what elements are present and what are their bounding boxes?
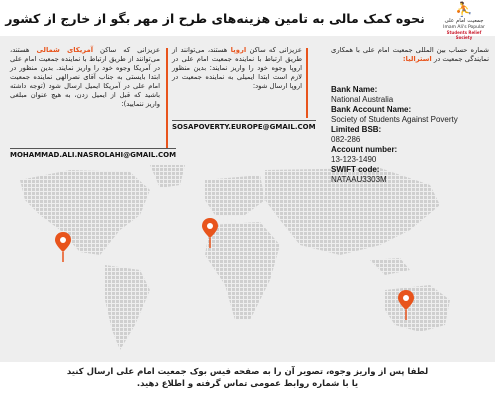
north-america-region: آمریکای شمالی <box>36 46 94 54</box>
header <box>0 0 495 40</box>
logo-subtitle-2: Students Relief Society <box>446 30 482 40</box>
europe-region: اروپا <box>230 46 247 54</box>
footer-line-1: لطفا پس از واریز وجوه، تصویر آن را به صفحه فیس بوک جمعیت امام علی ارسال کنید <box>66 367 429 377</box>
logo-subtitle: Imam Ali's Popular <box>443 25 485 30</box>
europe-body: هستند، می‌توانند از طریق ارتباط با نماینده جمعیت امام علی در اروپا وجوه خود را واریز نمایند: بدین منظور لازم است ابتدا ایمیلی به نماینده جمعیت در اروپا ارسال شود: <box>172 46 302 90</box>
account-name-label: Bank Account Name: <box>331 105 412 114</box>
bank-details <box>331 85 491 185</box>
north-america-body: هستند، می‌توانند از طریق ارتباط با نماینده جمعیت امام علی در آمریکا وجوه خود را واریز نمایند. بدین منظور در ابتدا بایستی به جناب آقای نصرالهی نماینده جمعیت امام علی در آمریکا ایمیل ارسال شود (توجه داشته باشید که قبل از ایمیل زدن، به هیچ عنوان مبلغی واریز ننمایید): <box>10 46 160 108</box>
swift-label: SWIFT code: <box>331 165 380 174</box>
north-america-intro: عزیزانی که ساکن <box>93 46 161 54</box>
bank-name-label: Bank Name: <box>331 85 378 94</box>
europe-pin-icon <box>202 218 218 248</box>
north-america-text <box>10 46 160 109</box>
europe-text <box>172 46 302 91</box>
page-title: نحوه کمک مالی به تامین هزینه‌های طرح از مهر بگو از خارج از کشور <box>5 10 425 26</box>
australia-region: استرالیا: <box>402 55 432 63</box>
footer-line-2: یا با شماره روابط عمومی تماس گرفته و اطلاع دهید. <box>136 379 359 389</box>
world-map <box>0 160 495 360</box>
australia-text <box>331 46 489 64</box>
logo <box>439 2 489 46</box>
swift-value: NATAAU3303M <box>331 175 387 184</box>
account-number-value: 13-123-1490 <box>331 155 377 164</box>
europe-divider <box>306 48 308 118</box>
bsb-value: 082-286 <box>331 135 361 144</box>
account-number-label: Account number: <box>331 145 398 154</box>
account-name-value: Society of Students Against Poverty <box>331 115 458 124</box>
australia-pin-icon <box>398 290 414 320</box>
logo-title: جمعیت امام علی <box>444 18 484 24</box>
europe-intro: عزیزانی که ساکن <box>246 46 302 54</box>
logo-figure-icon: ⛹ <box>455 2 473 18</box>
north-america-email[interactable]: MOHAMMAD.ALI.NASROLAHI@GMAIL.COM <box>10 148 176 159</box>
bsb-label: Limited BSB: <box>331 125 382 134</box>
bank-name-value: National Australia <box>331 95 394 104</box>
australia-body: شماره حساب بین المللی جمعیت امام علی با همکاری نمایندگی جمعیت در <box>331 46 489 63</box>
north-america-pin-icon <box>55 232 71 262</box>
europe-email[interactable]: SOSAPOVERTY.EUROPE@GMAIL.COM <box>172 120 316 131</box>
north-america-divider <box>166 48 168 148</box>
footer <box>0 362 495 400</box>
